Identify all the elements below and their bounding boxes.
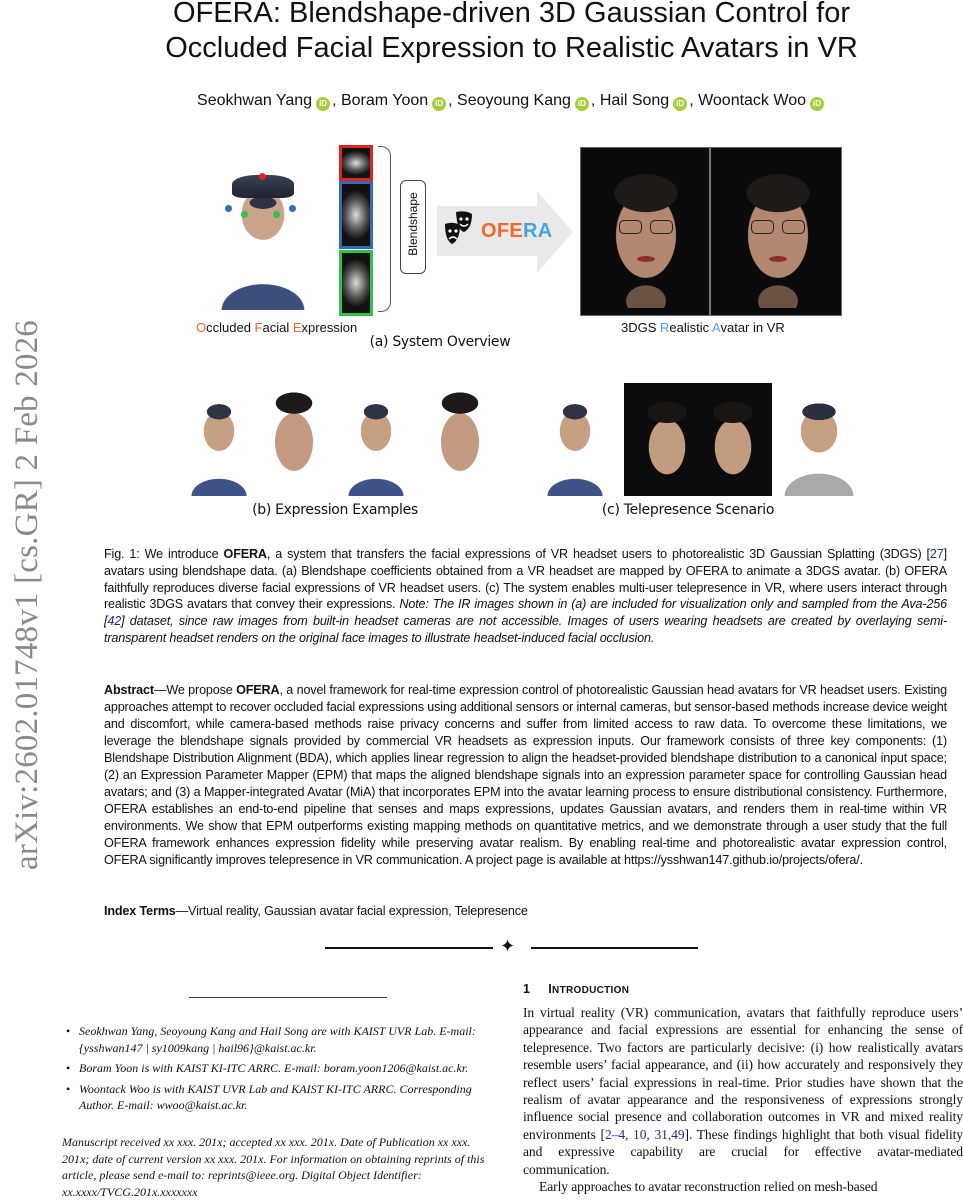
- realistic-avatar-label: 3DGS Realistic Avatar in VR: [621, 320, 785, 335]
- avatar-face-left: [601, 168, 691, 308]
- vr-avatar-render: [580, 147, 842, 316]
- figure-caption: Fig. 1: We introduce OFERA, a system that transfers the facial expressions of VR headset users to photorealistic 3D Gaussian Splatting (3DGS) [27] avatars using blendshape data. (a) Blendshape coefficients obtained from a VR headset are mapped by OFERA to animate a 3DGS avatar. (b) OFERA faithfully reproduces diverse facial expressions of VR headset users. (c) The system enables multi-user telepresence in VR, where users interact through realistic 3DGS avatars that convey their expressions. Note: The IR images shown in (a) are included for visualization only and sampled from the Ava-256 [42] dataset, since raw images from built-in headset cameras are not accessible. Images of users wearing headsets are created by overlaying semi-transparent headset renders on the original face images to illustrate headset-induced facial occlusion.: [104, 547, 948, 645]
- bracket-icon: [378, 146, 391, 312]
- theater-masks-icon: [444, 210, 474, 250]
- orcid-icon[interactable]: iD: [673, 97, 687, 111]
- ofera-logo-blue: RA: [523, 220, 553, 242]
- author-affiliations: [66, 1023, 486, 1118]
- author-name: Seokhwan Yang: [197, 92, 313, 109]
- expression-example-avatar-1: [262, 388, 326, 496]
- orcid-icon[interactable]: iD: [810, 97, 824, 111]
- landmark-blue-dot: [289, 205, 296, 212]
- telepresence-avatar-1: [638, 397, 696, 493]
- orcid-icon[interactable]: iD: [432, 97, 446, 111]
- separator-line-right: [531, 947, 698, 949]
- landmark-red-dot: [259, 173, 266, 180]
- expression-example-user-1: [179, 388, 259, 496]
- blendshape-label: Blendshape: [406, 192, 420, 256]
- blendshape-box: [400, 180, 426, 274]
- landmark-green-dot: [241, 211, 248, 218]
- citation-link[interactable]: 27: [929, 547, 944, 561]
- ir-image-eyebrow: [339, 145, 373, 181]
- index-terms: Index Terms—Virtual reality, Gaussian avatar facial expression, Telepresence: [104, 904, 528, 918]
- expression-example-avatar-2: [428, 388, 492, 496]
- title-line-2: Occluded Facial Expression to Realistic Avatars in VR: [165, 32, 858, 64]
- section-heading-introduction: 1 INTRODUCTION: [523, 982, 630, 996]
- author-name: Seoyoung Kang: [457, 92, 571, 109]
- separator-star-icon: ✦: [500, 936, 516, 957]
- author-name: Hail Song: [599, 92, 670, 109]
- occluded-user-photo: [193, 145, 333, 310]
- avatar-face-right: [733, 168, 823, 308]
- author-name: Boram Yoon: [340, 92, 429, 109]
- ir-image-eyes: [339, 181, 373, 249]
- citation-link[interactable]: 2–4, 10, 31,49: [604, 1126, 685, 1142]
- citation-link[interactable]: 42: [107, 614, 122, 629]
- landmark-green-dot: [273, 211, 280, 218]
- occluded-facial-expression-label: Occluded Facial Expression: [196, 320, 358, 335]
- abstract: Abstract—We propose OFERA, a novel framework for real-time expression control of photorealistic Gaussian head avatars for VR headset users. Existing approaches attempt to recover occluded facial expressions using additional sensors or internal cameras, but sensor-based methods increase device weight and discomfort, while camera-based methods raise privacy concerns and suffer from limited access to raw data. To overcome these limitations, we leverage the blendshape signals provided by commercial VR headsets as expression inputs. Our framework consists of three key components: (1) Blendshape Distribution Alignment (BDA), which applies linear regression to align the headset-provided blendshape distribution to a canonical input space; (2) an Expression Parameter Mapper (EPM) that maps the aligned blendshape signals into an expression parameter space for controlling Gaussian head avatars; and (3) a Mapper-integrated Avatar (MiA) that incorporates EPM into the avatar learning process to ensure distributional consistency. Furthermore, OFERA establishes an end-to-end pipeline that senses and maps expressions, updates Gaussian avatars, and renders them in real-time within VR environments. We show that EPM outperforms existing mapping methods on quantitative metrics, and we demonstrate through a user study that the full OFERA framework enhances expression fidelity while preserving avatar realism. By enabling real-time and photorealistic avatar expression control, OFERA significantly improves telepresence in VR communication. A project page is available at https://ysshwan147.github.io/projects/ofera/.: [104, 683, 947, 867]
- ofera-logo-orange: OFE: [481, 220, 524, 242]
- subfigure-c-caption: (c) Telepresence Scenario: [601, 502, 775, 518]
- manuscript-note: Manuscript received xx xxx. 201x; accepted xx xxx. 201x. Date of Publication xx xxx. 201x; date of current version xx xxx. 201x. For information on obtaining reprints of this article, please send e-mail to: reprints@ieee.org. Digital Object Identifier: xx.xxxx/TVCG.201x.xxxxxxx: [62, 1135, 485, 1199]
- footnote-rule: [189, 997, 387, 998]
- affiliation-item: • Woontack Woo is with KAIST UVR Lab and KAIST KI-ITC ARRC. Corresponding Author. E-mail: wwoo@kaist.ac.kr.: [66, 1081, 486, 1114]
- telepresence-vr-view: [624, 383, 772, 496]
- orcid-icon[interactable]: iD: [575, 97, 589, 111]
- telepresence-avatar-2: [704, 397, 762, 493]
- arxiv-identifier-stamp: arXiv:2602.01748v1 [cs.GR] 2 Feb 2026: [9, 320, 45, 871]
- subfigure-a-caption: (a) System Overview: [369, 334, 511, 350]
- paragraph: In virtual reality (VR) communication, avatars that faithfully reproduce users’ appearance and facial expressions are essential for enhancing the sense of telepresence. Two factors are particularly decisive: (i) how realistically avatars resemble users’ facial appearance, and (ii) how accurately and responsively they reflect users’ facial expressions in real-time. Prior studies have shown that the realism of avatar appearance and the responsiveness of expressions strongly influence social presence and collaboration outcomes in VR and mixed reality environments [2–4, 10, 31,49]. These findings highlight that both visual fidelity and expressive capability are crucial for effective avatar-mediated communication.: [523, 1005, 963, 1177]
- subfigure-b-caption: (b) Expression Examples: [252, 502, 418, 518]
- paragraph: Early approaches to avatar reconstruction relied on mesh-based: [539, 1179, 878, 1195]
- author-name: Woontack Woo: [698, 92, 806, 109]
- affiliation-item: • Seokhwan Yang, Seoyoung Kang and Hail Song are with KAIST UVR Lab. E-mail: {ysshwan147 | sy1009kang | hail96}@kaist.ac.kr.: [66, 1023, 486, 1056]
- paper-title: [80, 0, 943, 66]
- telepresence-user-2: [777, 388, 861, 496]
- orcid-icon[interactable]: iD: [316, 97, 330, 111]
- telepresence-user-1: [533, 388, 617, 496]
- expression-example-user-2: [336, 388, 416, 496]
- separator-line-left: [325, 947, 493, 949]
- ofera-logo: [481, 220, 553, 243]
- stereo-divider: [709, 148, 711, 315]
- ir-image-mouth: [339, 250, 373, 316]
- author-list: Seokhwan Yang iD , Boram Yoon iD , Seoyoung Kang iD , Hail Song iD , Woontack Woo iD: [80, 92, 943, 111]
- landmark-blue-dot: [225, 205, 232, 212]
- affiliation-item: • Boram Yoon is with KAIST KI-ITC ARRC. E-mail: boram.yoon1206@kaist.ac.kr.: [66, 1060, 486, 1077]
- title-line-1: OFERA: Blendshape-driven 3D Gaussian Control for: [173, 0, 850, 29]
- introduction-body: [523, 1004, 963, 1195]
